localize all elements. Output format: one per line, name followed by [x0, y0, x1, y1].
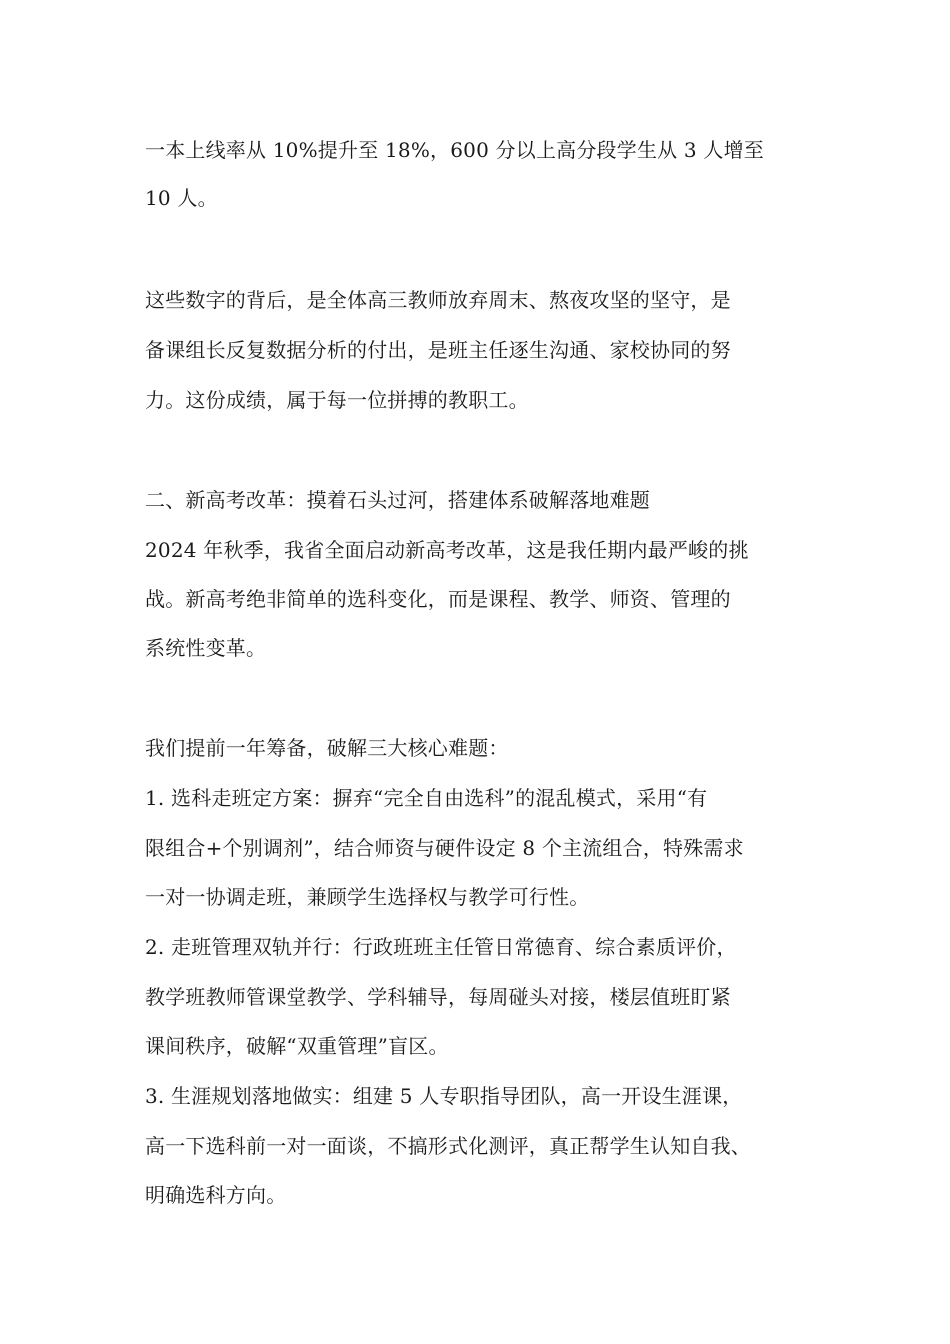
paragraph-line: 这些数字的背后，是全体高三教师放弃周末、熬夜攻坚的坚守，是: [145, 288, 731, 312]
section-heading: 二、新高考改革：摸着石头过河，搭建体系破解落地难题: [145, 488, 650, 512]
list-item-line: 课间秩序，破解“双重管理”盲区。: [145, 1034, 449, 1058]
list-item-line: 1. 选科走班定方案：摒弃“完全自由选科”的混乱模式，采用“有: [145, 786, 708, 810]
list-item-line: 限组合+个别调剂”，结合师资与硬件设定 8 个主流组合，特殊需求: [145, 836, 744, 860]
list-item-line: 2. 走班管理双轨并行：行政班班主任管日常德育、综合素质评价，: [145, 935, 737, 959]
list-item-line: 高一下选科前一对一面谈，不搞形式化测评，真正帮学生认知自我、: [145, 1134, 751, 1158]
paragraph-line: 力。这份成绩，属于每一位拼搏的教职工。: [145, 388, 529, 412]
paragraph-line: 我们提前一年筹备，破解三大核心难题：: [145, 736, 509, 760]
list-item-line: 3. 生涯规划落地做实：组建 5 人专职指导团队，高一开设生涯课，: [145, 1084, 743, 1108]
paragraph-line: 备课组长反复数据分析的付出，是班主任逐生沟通、家校协同的努: [145, 338, 731, 362]
list-item-line: 明确选科方向。: [145, 1183, 287, 1207]
paragraph-line: 10 人。: [145, 186, 218, 210]
paragraph-line: 一本上线率从 10%提升至 18%，600 分以上高分段学生从 3 人增至: [145, 138, 764, 162]
paragraph-line: 战。新高考绝非简单的选科变化，而是课程、教学、师资、管理的: [145, 587, 731, 611]
paragraph-line: 2024 年秋季，我省全面启动新高考改革，这是我任期内最严峻的挑: [145, 538, 749, 562]
list-item-line: 一对一协调走班，兼顾学生选择权与教学可行性。: [145, 885, 590, 909]
paragraph-line: 系统性变革。: [145, 636, 267, 660]
list-item-line: 教学班教师管课堂教学、学科辅导，每周碰头对接，楼层值班盯紧: [145, 985, 731, 1009]
